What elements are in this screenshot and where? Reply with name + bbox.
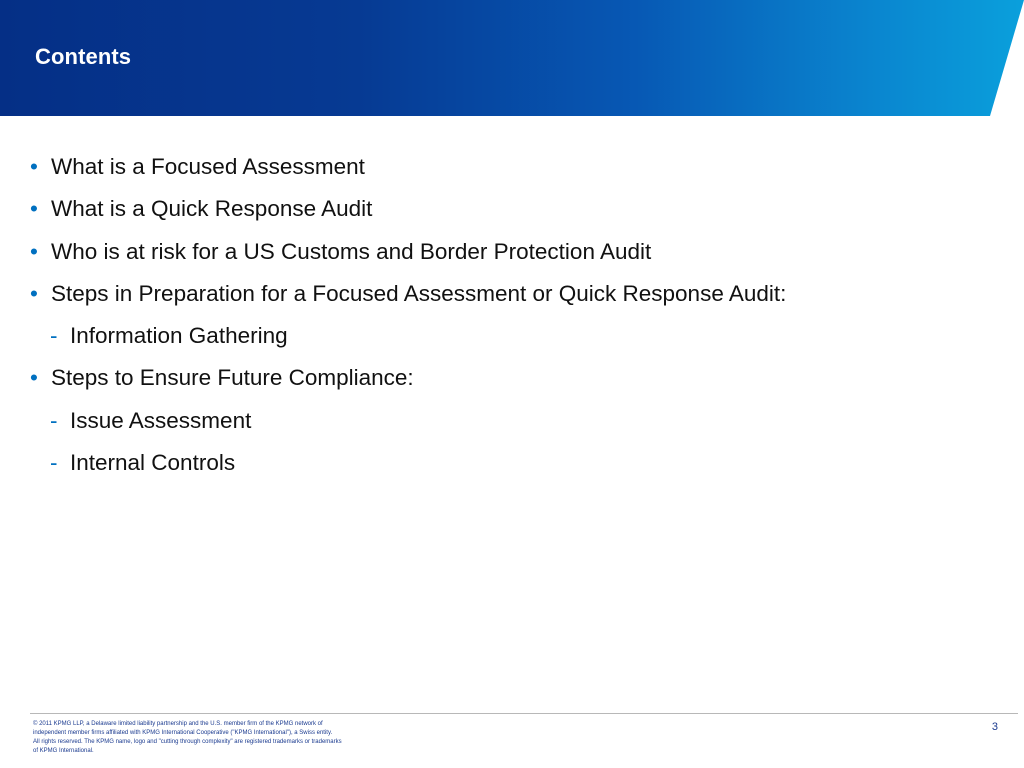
bullet-item-future-compliance (30, 365, 786, 407)
page-number: 3 (991, 721, 998, 733)
bullet-marker: • (30, 365, 38, 391)
dash-marker: - (50, 407, 58, 433)
bullet-text: Issue Assessment (70, 407, 252, 433)
sub-item-information-gathering (30, 323, 786, 365)
bullet-item-quick-response-audit (30, 196, 786, 238)
copyright-line: All rights reserved. The KPMG name, logo and "cutting through complexity" are registered trademarks or trademarks (33, 738, 342, 745)
bullet-text: Steps in Preparation for a Focused Assessment or Quick Response Audit: (51, 280, 787, 306)
copyright-line: of KPMG International. (33, 747, 94, 754)
contents-list (30, 154, 786, 492)
bullet-marker: • (30, 238, 38, 264)
footer-copyright (33, 720, 393, 756)
bullet-item-focused-assessment (30, 154, 786, 196)
bullet-text: What is a Focused Assessment (51, 154, 365, 179)
bullet-text: Who is at risk for a US Customs and Border Protection Audit (51, 238, 652, 264)
dash-marker: - (50, 450, 58, 476)
footer-divider (30, 713, 1018, 714)
slide-title: Contents (35, 44, 132, 69)
sub-item-issue-assessment (30, 408, 786, 450)
bullet-text: Information Gathering (70, 323, 288, 349)
bullet-marker: • (30, 196, 38, 222)
bullet-marker: • (30, 280, 38, 306)
copyright-line: © 2011 KPMG LLP, a Delaware limited liability partnership and the U.S. member firm of the KPMG network of (33, 721, 323, 727)
dash-marker: - (50, 323, 58, 349)
copyright-line: independent member firms affiliated with KPMG International Cooperative ("KPMG International"), a Swiss entity. (33, 729, 333, 736)
bullet-text: Steps to Ensure Future Compliance: (51, 365, 414, 391)
bullet-item-steps-in-preparation (30, 281, 786, 323)
bullet-marker: • (30, 154, 38, 179)
bullet-text: What is a Quick Response Audit (51, 196, 373, 222)
sub-item-internal-controls (30, 450, 786, 492)
header-banner (0, 0, 1024, 116)
bullet-text: Internal Controls (70, 450, 236, 476)
bullet-item-who-is-at-risk (30, 239, 786, 281)
